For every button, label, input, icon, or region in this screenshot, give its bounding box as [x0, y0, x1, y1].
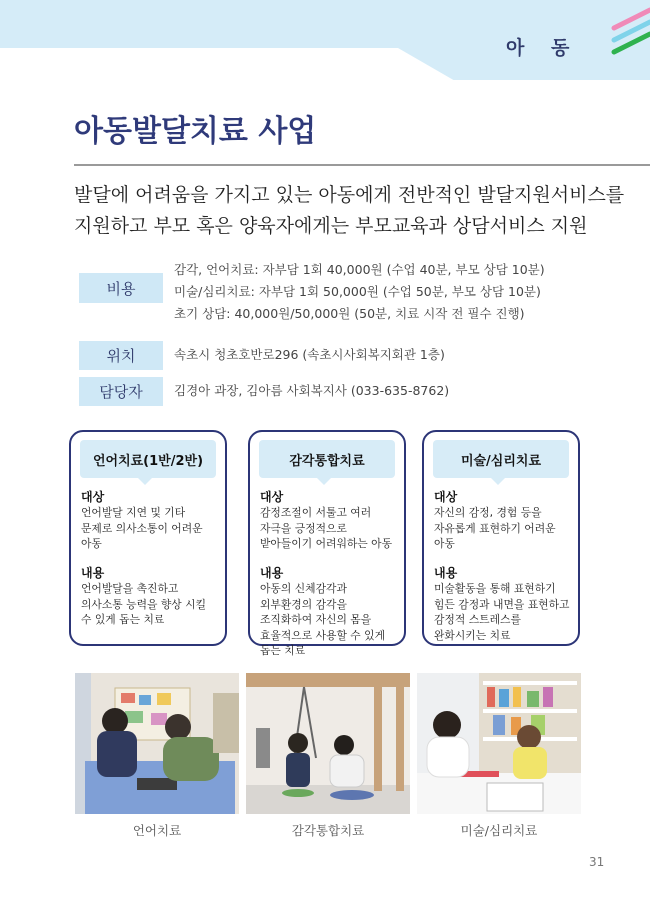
card-title-notch: [137, 477, 153, 485]
card-title: 감각통합치료: [259, 440, 395, 478]
card-content-text: 아동의 신체감각과 외부환경의 감각을 조직화하여 자신의 몸을 효율적으로 사용할 수 있게 돕는 치료: [260, 582, 386, 657]
fee-label: 비용: [79, 273, 163, 303]
contact-label: 담당자: [79, 377, 163, 406]
card-title-notch: [316, 477, 332, 485]
photo-sensory-therapy: [246, 673, 410, 814]
card-target-text: 감정조절이 서툴고 여러 자극을 긍정적으로 받아들이기 어려워하는 아동: [260, 506, 393, 550]
card-title-notch: [490, 477, 506, 485]
card-target-label: 대상: [434, 490, 458, 504]
card-content-label: 내용: [434, 566, 458, 580]
intro-text: 발달에 어려움을 가지고 있는 아동에게 전반적인 발달지원서비스를 지원하고 부모 혹은 양육자에게는 부모교육과 상담서비스 지원: [74, 184, 625, 237]
card-title: 미술/심리치료: [433, 440, 569, 478]
location-value: 속초시 청초호반로296 (속초시사회복지회관 1층): [174, 347, 445, 362]
page-number: 31: [589, 855, 605, 869]
card-content-label: 내용: [81, 566, 105, 580]
card-target-text: 자신의 감정, 경험 등을 자유롭게 표현하기 어려운 아동: [434, 506, 556, 550]
section-label: 아 동: [506, 37, 580, 59]
location-label: 위치: [79, 341, 163, 370]
card-target-label: 대상: [81, 490, 105, 504]
photo-art-therapy: [417, 673, 581, 814]
card-title: 언어치료(1반/2반): [80, 440, 216, 478]
card-content-text: 언어발달을 촉진하고 의사소통 능력을 향상 시킬 수 있게 돕는 치료: [81, 582, 207, 626]
program-card-sensory: [248, 430, 406, 657]
stripe-decoration-icon: [608, 6, 650, 56]
title-divider: [74, 164, 650, 166]
contact-value: 김경아 과장, 김아름 사회복지사 (033-635-8762): [174, 383, 450, 398]
card-target-text: 언어발달 지연 및 기타 문제로 의사소통이 어려운 아동: [81, 506, 203, 550]
page-title: 아동발달치료 사업: [74, 114, 317, 149]
fee-line: 감각, 언어치료: 자부담 1회 40,000원 (수업 40분, 부모 상담 10분): [174, 262, 545, 277]
photo-speech-therapy: [75, 673, 239, 814]
fee-values: [174, 259, 545, 325]
program-card-speech: [69, 430, 227, 646]
fee-line: 초기 상담: 40,000원/50,000원 (50분, 치료 시작 전 필수 진행): [174, 306, 525, 321]
program-card-art: [422, 430, 580, 646]
card-content-text: 미술활동을 통해 표현하기 힘든 감정과 내면을 표현하고 감정적 스트레스를 완화시키는 치료: [434, 582, 570, 642]
card-content-label: 내용: [260, 566, 284, 580]
card-target-label: 대상: [260, 490, 284, 504]
fee-line: 미술/심리치료: 자부담 1회 50,000원 (수업 50분, 부모 상담 10분): [174, 284, 541, 299]
photo-caption: 미술/심리치료: [460, 823, 538, 838]
photo-caption: 언어치료: [132, 823, 182, 838]
photo-caption: 감각통합치료: [291, 823, 365, 838]
